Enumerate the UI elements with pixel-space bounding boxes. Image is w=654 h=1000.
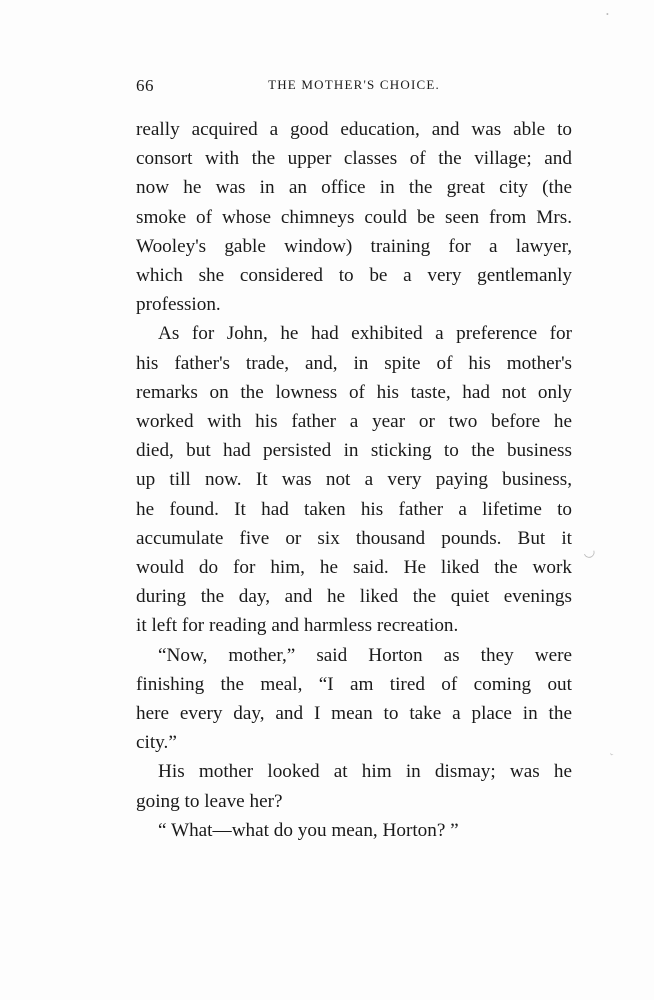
text-line: during the day, and he liked the quiet evenings (136, 586, 572, 608)
text-line: died, but had persisted in sticking to the business (136, 440, 572, 462)
text-line: “ What—what do you mean, Horton? ” (158, 819, 459, 841)
body-text (136, 115, 572, 845)
text-line: now he was in an office in the great city (the (136, 177, 572, 199)
text-line: worked with his father a year or two before he (136, 411, 572, 433)
text-line: up till now. It was not a very paying business, (136, 469, 572, 491)
text-line: which she considered to be a very gentlemanly (136, 265, 572, 287)
page-speck-mark: • (606, 10, 609, 19)
text-line: “Now, mother,” said Horton as they were (158, 644, 572, 666)
text-line: here every day, and I mean to take a place in the (136, 703, 572, 725)
margin-speck-mark: ˇ (605, 751, 614, 764)
text-line: his father's trade, and, in spite of his mother's (136, 352, 572, 374)
paragraph-2 (136, 319, 572, 640)
margin-pencil-mark: ◡ (580, 543, 598, 562)
paragraph-5 (136, 816, 572, 845)
running-title: THE MOTHER'S CHOICE. (268, 77, 440, 92)
text-line: city.” (136, 732, 177, 754)
text-line: he found. It had taken his father a lifetime to (136, 498, 572, 520)
text-line: remarks on the lowness of his taste, had not only (136, 381, 572, 403)
text-line: smoke of whose chimneys could be seen from Mrs. (136, 206, 572, 228)
text-line: As for John, he had exhibited a preference for (158, 323, 572, 345)
text-line: would do for him, he said. He liked the work (136, 557, 572, 579)
text-line: finishing the meal, “I am tired of coming out (136, 673, 572, 695)
paragraph-4 (136, 757, 572, 815)
page-number: 66 (136, 76, 154, 95)
text-line: profession. (136, 294, 221, 316)
running-head (136, 76, 572, 98)
paragraph-1 (136, 115, 572, 319)
text-line: going to leave her? (136, 790, 283, 812)
paragraph-3 (136, 641, 572, 758)
text-line: consort with the upper classes of the village; and (136, 148, 572, 170)
text-line: Wooley's gable window) training for a lawyer, (136, 235, 572, 257)
text-line: His mother looked at him in dismay; was he (158, 761, 572, 783)
text-line: really acquired a good education, and was able to (136, 119, 572, 140)
text-line: accumulate five or six thousand pounds. But it (136, 527, 572, 549)
text-line: it left for reading and harmless recreation. (136, 615, 459, 637)
